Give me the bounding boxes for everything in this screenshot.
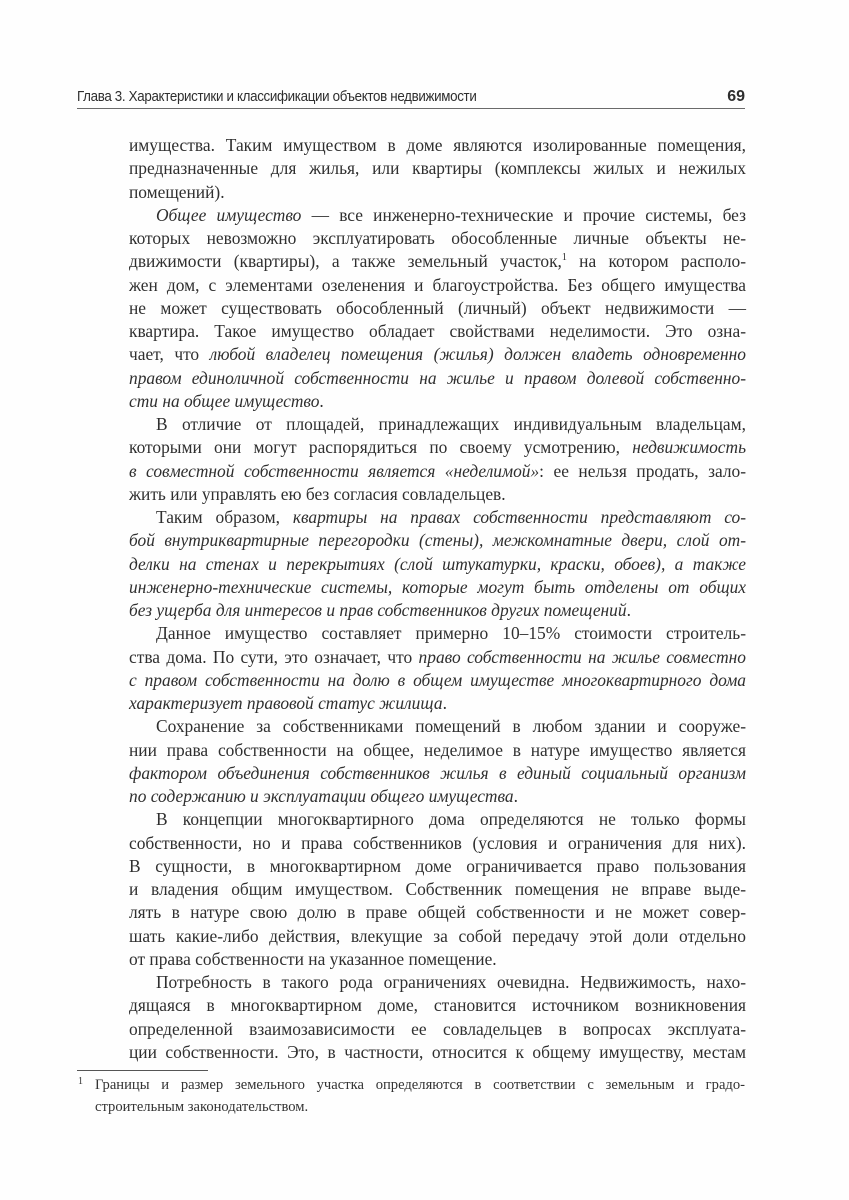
- text-run: лять в натуре свою долю в праве общей собственности и не может совер-: [129, 902, 746, 923]
- italic-run: в совместной собственности является «неделимой»: [129, 460, 540, 481]
- paragraph: [129, 715, 746, 808]
- text-run: квартира. Такое имущество обладает свойствами неделимости. Это озна-: [129, 321, 746, 341]
- text-line: [129, 367, 746, 390]
- text-line: [129, 622, 746, 645]
- paragraph: [129, 134, 746, 204]
- text-run: — все инженерно-технические и прочие системы, без: [301, 204, 746, 225]
- text-line: [129, 878, 746, 901]
- footnote-ref: 1: [561, 252, 567, 264]
- footnote-line: строительным законодательством.: [95, 1099, 309, 1115]
- italic-run: с правом собственности на долю в общем имуществе многоквартирного дома: [129, 669, 746, 690]
- text-line: [129, 855, 746, 878]
- text-run: .: [442, 693, 447, 713]
- text-line: [129, 808, 746, 831]
- text-run: не может существовать обособленный (личный) объект недвижимости —: [129, 297, 746, 318]
- text-run: чает, что: [129, 344, 210, 365]
- italic-run: бой внутриквартирные перегородки (стены), межкомнатные двери, слой от-: [129, 530, 746, 551]
- text-run: и владения общим имуществом. Собственник помещения не вправе выде-: [129, 879, 746, 899]
- text-line: [129, 204, 746, 227]
- text-line: [129, 971, 746, 994]
- text-run: на котором располо-: [566, 251, 746, 272]
- text-line: [129, 785, 746, 808]
- text-line: [129, 762, 746, 785]
- text-run: В отличие от площадей, принадлежащих индивидуальным владельцам,: [156, 414, 746, 434]
- text-run: движимости (квартиры), а также земельный участок,: [129, 251, 562, 272]
- text-line: [129, 529, 746, 552]
- paragraph: [129, 971, 746, 1064]
- text-line: [129, 343, 746, 366]
- text-run: Сохранение за собственниками помещений в любом здании и сооруже-: [156, 716, 746, 737]
- text-run: шать какие-либо действия, влекущие за собой передачу этой доли отдельно: [129, 925, 746, 946]
- text-run: .: [626, 600, 631, 620]
- text-run: предназначенные для жилья, или квартиры (комплексы жилых и нежилых: [129, 158, 746, 179]
- page-number: 69: [727, 88, 745, 105]
- italic-run: фактором объединения собственников жилья в единый социальный организм: [129, 762, 746, 783]
- italic-run: без ущерба для интересов и прав собственников других помещений: [129, 600, 627, 620]
- italic-run: сти на общее имущество: [129, 390, 320, 411]
- text-line: [129, 901, 746, 924]
- italic-run: право собственности на жилье совместно: [418, 646, 747, 667]
- italic-run: делки на стенах и перекрытиях (слой штукатурки, краски, обоев), а также: [129, 553, 746, 574]
- text-line: [129, 669, 746, 692]
- text-run: дящаяся в многоквартирном доме, становится источником возникновения: [129, 995, 746, 1016]
- text-line: [129, 320, 746, 343]
- text-line: [129, 599, 746, 622]
- text-run: от права собственности на указанное помещение.: [129, 948, 497, 969]
- text-run: Таким образом,: [156, 507, 293, 527]
- italic-run: характеризует правовой статус жилища: [129, 693, 443, 713]
- text-line: [129, 390, 746, 413]
- text-run: жен дом, с элементами озеленения и благоустройства. Без общего имущества: [129, 274, 746, 295]
- text-run: Данное имущество составляет примерно 10–15% стоимости строитель-: [156, 623, 746, 644]
- text-line: [129, 948, 746, 971]
- text-line: [129, 832, 746, 855]
- paragraph: [129, 204, 746, 413]
- paragraph: [129, 506, 746, 622]
- footnote-text: [95, 1074, 745, 1118]
- text-line: [129, 576, 746, 599]
- text-line: [129, 994, 746, 1017]
- text-line: [129, 134, 746, 157]
- text-run: В сущности, в многоквартирном доме ограничивается право пользования: [129, 855, 746, 876]
- italic-run: правом единоличной собственности на жилье и правом долевой собственно-: [129, 367, 746, 388]
- italic-run: недвижимость: [632, 437, 746, 458]
- text-line: [129, 646, 746, 669]
- footnote-number: 1: [78, 1076, 83, 1087]
- text-line: [129, 506, 746, 529]
- text-run: помещений).: [129, 181, 225, 202]
- footnote: [77, 1074, 745, 1118]
- paragraph: [129, 413, 746, 506]
- footnote-line: Границы и размер земельного участка определяются в соответствии с земельным и градо-: [95, 1077, 745, 1093]
- text-line: [129, 739, 746, 762]
- paragraph: [129, 808, 746, 971]
- text-line: [129, 1018, 746, 1041]
- text-run: ции собственности. Это, в частности, относится к общему имуществу, местам: [129, 1041, 746, 1062]
- italic-run: инженерно-технические системы, которые могут быть отделены от общих: [129, 576, 746, 597]
- text-line: [129, 413, 746, 436]
- text-line: [129, 157, 746, 180]
- text-line: [129, 274, 746, 297]
- text-line: [129, 553, 746, 576]
- italic-run: Общее имущество: [156, 204, 302, 225]
- italic-run: по содержанию и эксплуатации общего имущества: [129, 786, 514, 806]
- text-line: [129, 460, 746, 483]
- text-line: [129, 227, 746, 250]
- text-line: [129, 181, 746, 204]
- text-line: [129, 250, 746, 273]
- italic-run: любой владелец помещения (жилья) должен владеть одновременно: [209, 344, 746, 365]
- body-text: [129, 134, 746, 1064]
- footnote-separator: [77, 1070, 208, 1071]
- text-run: Потребность в такого рода ограничениях очевидна. Недвижимость, нахо-: [156, 972, 746, 992]
- text-line: [129, 1041, 746, 1064]
- text-run: имущества. Таким имуществом в доме являются изолированные помещения,: [129, 135, 746, 155]
- text-line: [129, 692, 746, 715]
- paragraph: [129, 622, 746, 715]
- running-header: [77, 89, 745, 109]
- text-line: [129, 483, 746, 506]
- text-run: которых невозможно эксплуатировать обособленные личные объекты не-: [129, 228, 746, 248]
- text-line: [129, 925, 746, 948]
- text-run: нии права собственности на общее, неделимое в натуре имущество является: [129, 739, 746, 760]
- text-run: .: [319, 390, 324, 411]
- text-run: жить или управлять ею без согласия совладельцев.: [129, 483, 506, 504]
- text-run: которыми они могут распорядиться по своему усмотрению,: [129, 437, 633, 458]
- text-run: : ее нельзя продать, зало-: [539, 460, 746, 481]
- chapter-title: Глава 3. Характеристики и классификации объектов недвижимости: [77, 89, 477, 105]
- text-line: [129, 436, 746, 459]
- text-run: .: [513, 786, 518, 806]
- text-line: [129, 297, 746, 320]
- text-run: собственности, но и права собственников (условия и ограничения для них).: [129, 832, 746, 853]
- text-line: [129, 715, 746, 738]
- italic-run: квартиры на правах собственности представляют со-: [292, 507, 746, 527]
- text-run: ства дома. По сути, это означает, что: [129, 646, 419, 667]
- text-run: В концепции многоквартирного дома определяются не только формы: [156, 809, 746, 830]
- text-run: определенной взаимозависимости ее совладельцев в вопросах эксплуата-: [129, 1018, 746, 1039]
